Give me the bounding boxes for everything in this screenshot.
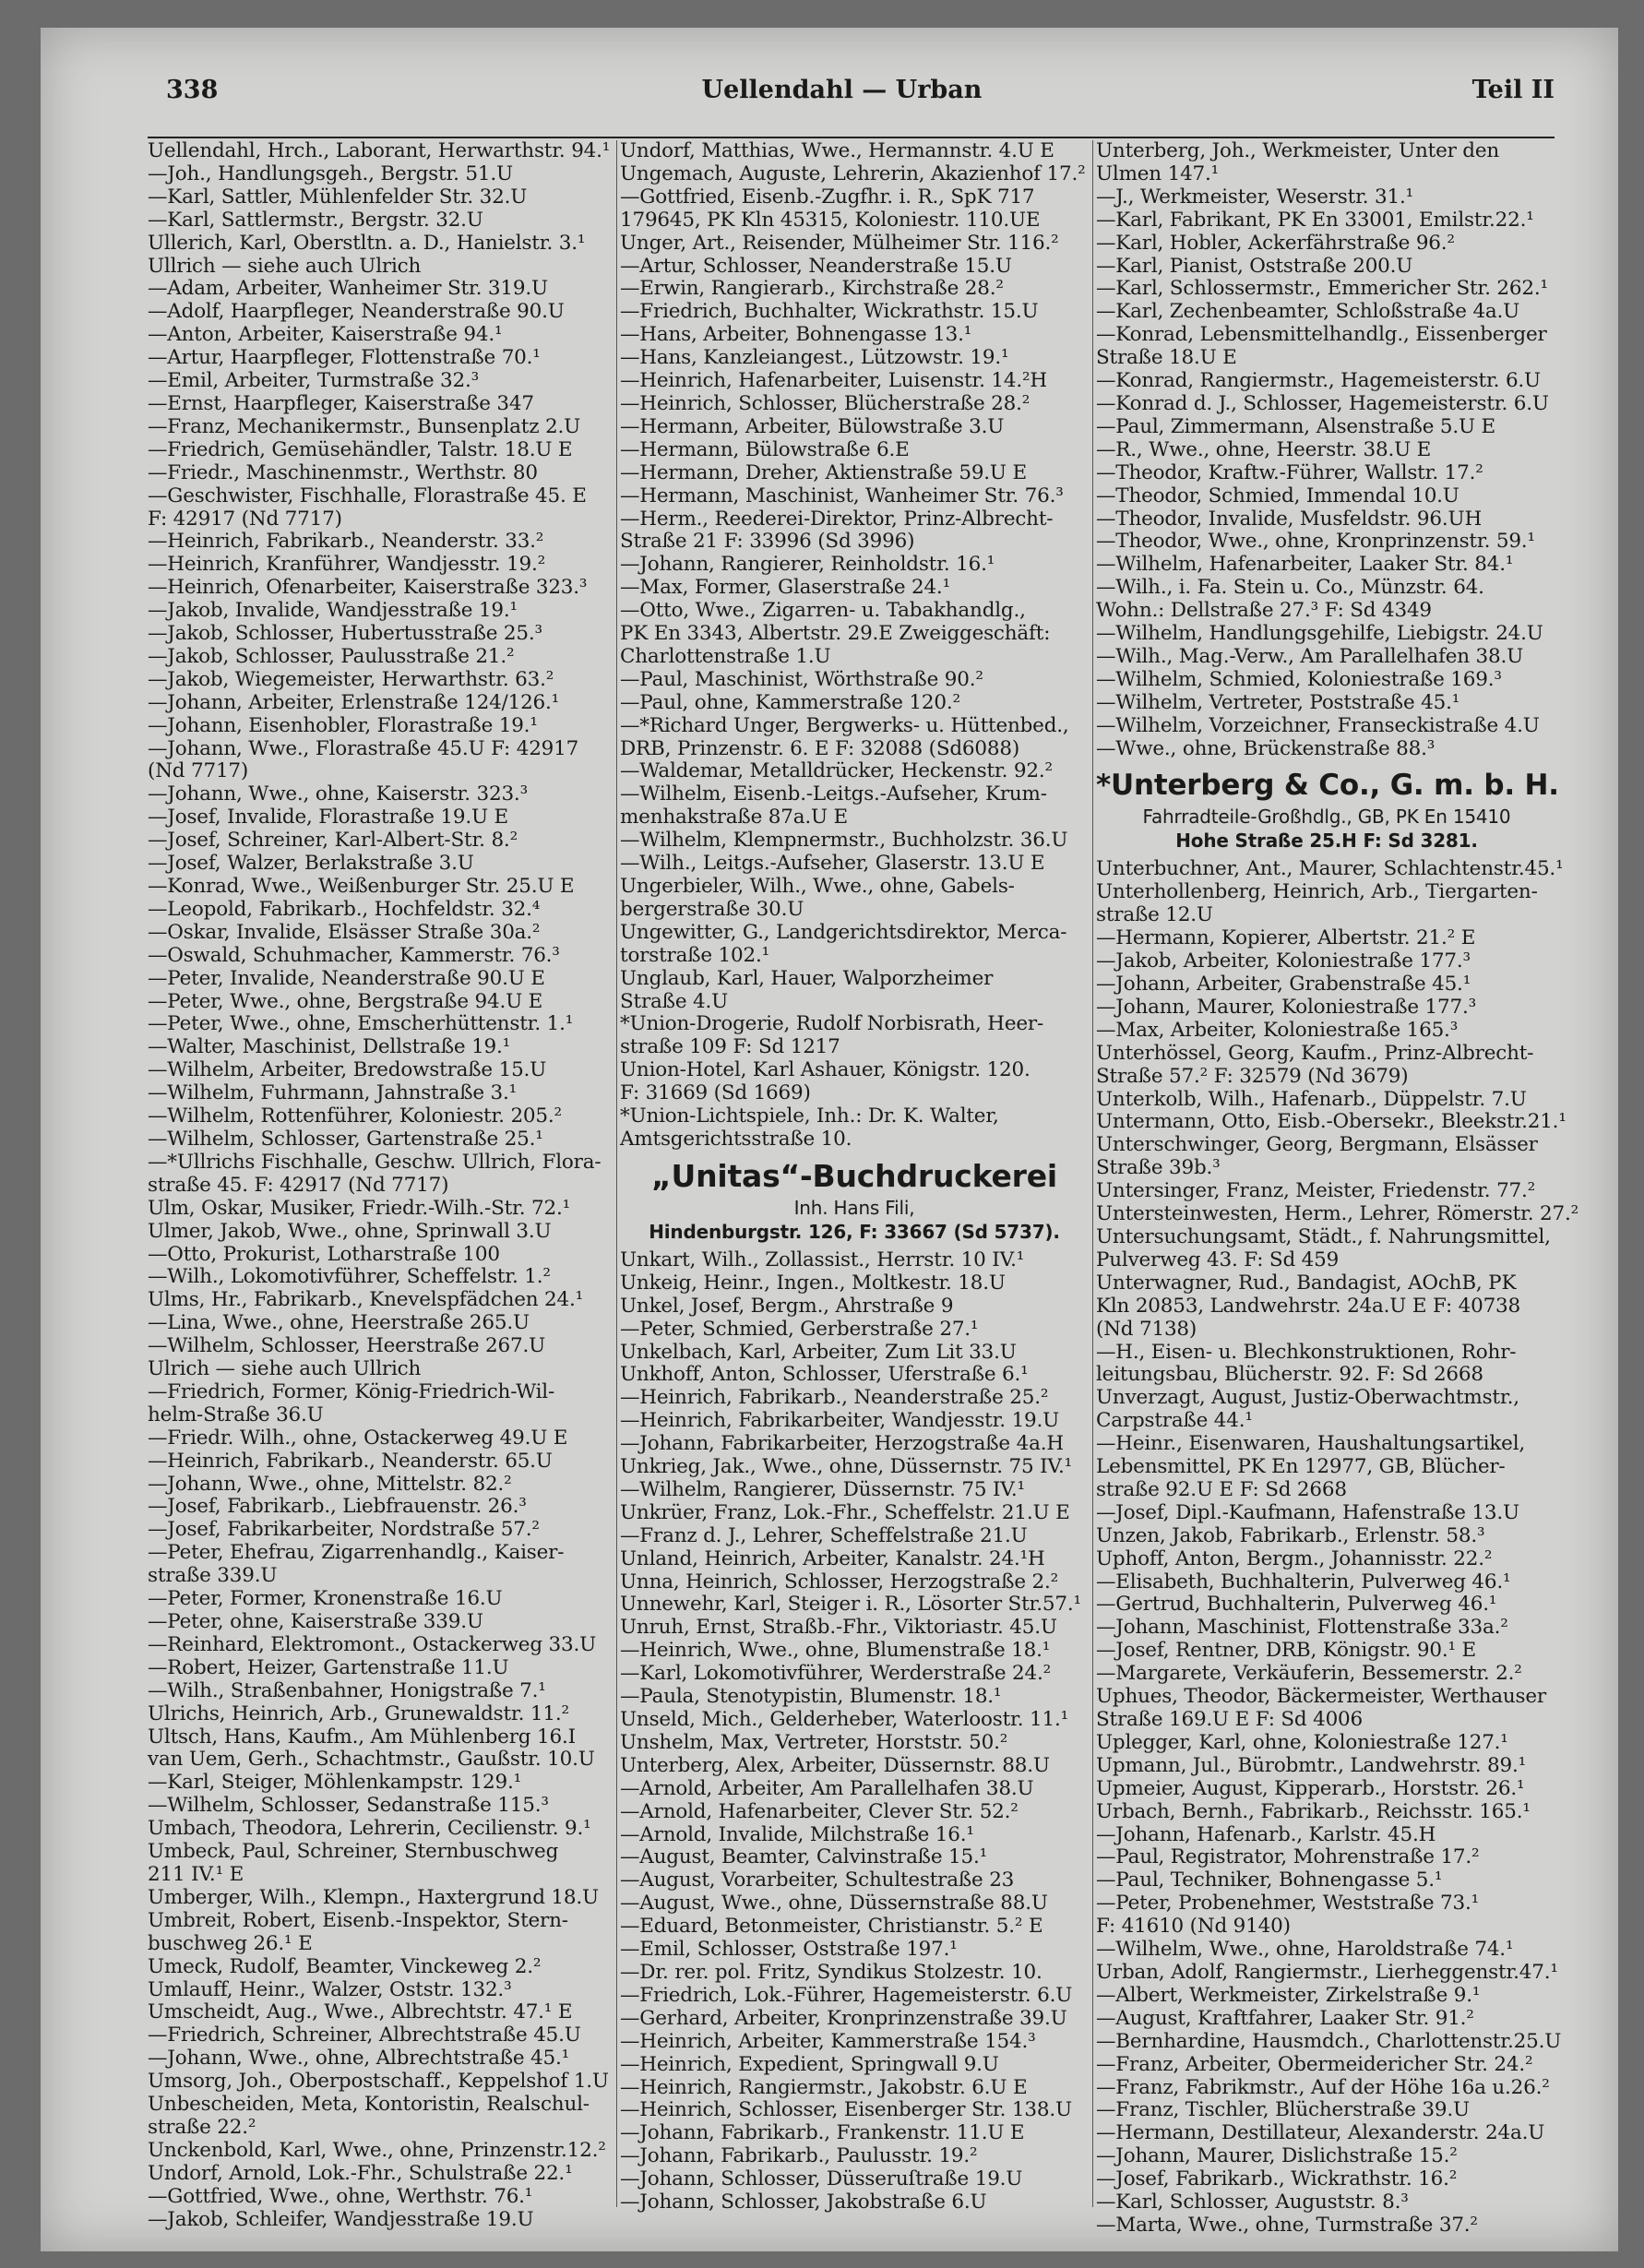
directory-entry: —Peter, ohne, Kaiserstraße 339.U — [148, 1610, 483, 1633]
directory-entry: leitungsbau, Blücherstr. 92. F: Sd 2668 — [1096, 1363, 1483, 1387]
directory-entry: Wohn.: Dellstraße 27.³ F: Sd 4349 — [1096, 599, 1432, 623]
directory-entry: *Union-Lichtspiele, Inh.: Dr. K. Walter, — [620, 1104, 999, 1128]
entry-range: Uellendahl — Urban — [701, 76, 983, 104]
directory-entry: Straße 169.U E F: Sd 4006 — [1096, 1708, 1364, 1731]
directory-entry: —Theodor, Schmied, Immendal 10.U — [1096, 483, 1459, 507]
column-2-bottom — [620, 1249, 1089, 2214]
directory-entry: —Oswald, Schuhmacher, Kammerstr. 76.³ — [148, 943, 560, 967]
directory-entry: —Hermann, Maschinist, Wanheimer Str. 76.³ — [620, 483, 1064, 507]
directory-entry: Untersteinwesten, Herm., Lehrer, Römerstr. 27.² — [1096, 1202, 1579, 1226]
directory-entry: —Peter, Probenehmer, Weststraße 73.¹ — [1096, 1892, 1480, 1916]
header-rule — [148, 137, 1555, 138]
directory-entry: —Hermann, Destillateur, Alexanderstr. 24a.U — [1096, 2121, 1545, 2145]
directory-entry: —August, Beamter, Calvinstraße 15.¹ — [620, 1845, 988, 1869]
directory-entry: —Wilhelm, Eisenb.-Leitgs.-Aufseher, Krum- — [620, 782, 1047, 806]
directory-entry: —Artur, Haarpfleger, Flottenstraße 70.¹ — [148, 346, 541, 370]
directory-entry: —Friedrich, Buchhalter, Wickrathstr. 15.U — [620, 300, 1039, 324]
directory-entry: Kln 20853, Landwehrstr. 24a.U E F: 40738 — [1096, 1294, 1521, 1318]
directory-entry: —Heinrich, Kranführer, Wandjesstr. 19.² — [148, 553, 545, 577]
page-header — [129, 76, 1555, 113]
directory-entry: Ulm, Oskar, Musiker, Friedr.-Wilh.-Str. 72.¹ — [148, 1196, 571, 1220]
directory-entry: Uphues, Theodor, Bäckermeister, Werthauser — [1096, 1685, 1546, 1709]
directory-entry: Unkrieg, Jak., Wwe., ohne, Düssernstr. 75 IV.¹ — [620, 1455, 1072, 1479]
directory-entry: —Heinrich, Schlosser, Eisenberger Str. 138.U — [620, 2098, 1072, 2122]
directory-entry: —Max, Former, Glaserstraße 24.¹ — [620, 576, 950, 600]
directory-entry: —*Richard Unger, Bergwerks- u. Hüttenbed., — [620, 713, 1069, 737]
directory-entry: Pulverweg 43. F: Sd 459 — [1096, 1247, 1340, 1271]
directory-entry: Ultsch, Hans, Kaufm., Am Mühlenberg 16.I — [148, 1725, 576, 1749]
directory-entry: —Karl, Schlosser, Auguststr. 8.³ — [1096, 2190, 1409, 2214]
directory-entry: —Marta, Wwe., ohne, Turmstraße 37.² — [1096, 2213, 1478, 2237]
directory-entry: —Johann, Arbeiter, Grabenstraße 45.¹ — [1096, 973, 1471, 996]
directory-entry: straße 45. F: 42917 (Nd 7717) — [148, 1173, 449, 1197]
directory-entry: —Wilhelm, Rottenführer, Koloniestr. 205.² — [148, 1104, 562, 1128]
directory-entry: —Johann, Wwe., Florastraße 45.U F: 42917 — [148, 736, 579, 760]
directory-entry: —Wilh., Straßenbahner, Honigstraße 7.¹ — [148, 1678, 546, 1702]
directory-entry: —Franz, Mechanikermstr., Bunsenplatz 2.U — [148, 414, 581, 438]
column-3-top — [1096, 140, 1557, 760]
directory-entry: Straße 21 F: 33996 (Sd 3996) — [620, 530, 915, 554]
column-divider — [616, 140, 617, 2207]
directory-entry: —Heinrich, Fabrikarb., Neanderstr. 33.² — [148, 530, 544, 554]
directory-entry: Unnewehr, Karl, Steiger i. R., Lösorter Str.57.¹ — [620, 1593, 1081, 1617]
directory-entry: —August, Kraftfahrer, Laaker Str. 91.² — [1096, 2006, 1474, 2030]
directory-entry: Umscheidt, Aug., Wwe., Albrechtstr. 47.¹ E — [148, 2000, 573, 2024]
directory-entry: —Josef, Dipl.-Kaufmann, Hafenstraße 13.U — [1096, 1500, 1519, 1524]
directory-entry: —Peter, Ehefrau, Zigarrenhandlg., Kaiser- — [148, 1541, 565, 1565]
directory-entry: —Peter, Schmied, Gerberstraße 27.¹ — [620, 1317, 979, 1341]
directory-entry: —Heinrich, Schlosser, Blücherstraße 28.² — [620, 391, 1030, 415]
directory-entry: Straße 18.U E — [1096, 346, 1237, 370]
directory-entry: —Gottfried, Wwe., ohne, Werthstr. 76.¹ — [148, 2184, 533, 2208]
directory-entry: —Wilh., Mag.-Verw., Am Parallelhafen 38.U — [1096, 644, 1524, 668]
unterberg-advertisement — [1096, 766, 1557, 853]
directory-entry: Unterhollenberg, Heinrich, Arb., Tiergarten- — [1096, 880, 1538, 904]
column-1 — [148, 139, 614, 2231]
ad-title: *Unterberg & Co., G. m. b. H. — [1096, 769, 1559, 803]
directory-entry: —Jakob, Schlosser, Hubertusstraße 25.³ — [148, 622, 542, 646]
directory-entry: Unzen, Jakob, Fabrikarb., Erlenstr. 58.³ — [1096, 1523, 1485, 1547]
directory-entry: —Heinrich, Fabrikarb., Neanderstraße 25.² — [620, 1386, 1049, 1410]
directory-entry: Unshelm, Max, Vertreter, Horststr. 50.² — [620, 1730, 1008, 1754]
directory-entry: Ulrichs, Heinrich, Arb., Grunewaldstr. 11.² — [148, 1701, 569, 1725]
directory-entry: Upmann, Jul., Bürobmtr., Landwehrstr. 89.¹ — [1096, 1753, 1526, 1777]
directory-entry: F: 31669 (Sd 1669) — [620, 1081, 811, 1105]
directory-entry: —Leopold, Fabrikarb., Hochfeldstr. 32.⁴ — [148, 897, 541, 921]
directory-entry: —Johann, Maurer, Koloniestraße 177.³ — [1096, 995, 1477, 1019]
directory-entry: —Joh., Handlungsgeh., Bergstr. 51.U — [148, 161, 513, 185]
ad-line: Hohe Straße 25.H F: Sd 3281. — [1175, 830, 1478, 853]
directory-entry: —Hermann, Dreher, Aktienstraße 59.U E — [620, 460, 1027, 484]
directory-entry: —Wilhelm, Schmied, Koloniestraße 169.³ — [1096, 667, 1502, 691]
directory-entry: —August, Vorarbeiter, Schultestraße 23 — [620, 1868, 1015, 1892]
directory-entry: straße 339.U — [148, 1564, 278, 1588]
directory-entry: —Geschwister, Fischhalle, Florastraße 45. E — [148, 483, 587, 507]
directory-entry: —Karl, Sattler, Mühlenfelder Str. 32.U — [148, 185, 528, 209]
column-2-top — [620, 140, 1089, 1152]
page-number: 338 — [166, 76, 219, 104]
directory-entry: Unland, Heinrich, Arbeiter, Kanalstr. 24.¹H — [620, 1546, 1045, 1570]
directory-entry: Unbescheiden, Meta, Kontoristin, Realschul- — [148, 2093, 590, 2117]
directory-entry: Unger, Art., Reisender, Mülheimer Str. 116.² — [620, 231, 1059, 255]
directory-entry: Ungerbieler, Wilh., Wwe., ohne, Gabels- — [620, 875, 1015, 898]
directory-entry: —Karl, Hobler, Ackerfährstraße 96.² — [1096, 231, 1455, 255]
directory-entry: Umeck, Rudolf, Beamter, Vinckeweg 2.² — [148, 1954, 542, 1978]
directory-entry: Unkelbach, Karl, Arbeiter, Zum Lit 33.U — [620, 1340, 1017, 1364]
directory-entry: —Paul, Zimmermann, Alsenstraße 5.U E — [1096, 414, 1496, 438]
directory-entry: —Arnold, Invalide, Milchstraße 16.¹ — [620, 1822, 974, 1846]
directory-entry: Umbach, Theodora, Lehrerin, Cecilienstr. 9.¹ — [148, 1817, 591, 1841]
directory-entry: —Heinrich, Ofenarbeiter, Kaiserstraße 323.³ — [148, 576, 588, 600]
directory-entry: Unkeig, Heinr., Ingen., Moltkestr. 18.U — [620, 1271, 1006, 1295]
directory-entry: —Heinr., Eisenwaren, Haushaltungsartikel, — [1096, 1432, 1526, 1456]
directory-entry: Unterberg, Joh., Werkmeister, Unter den — [1096, 139, 1500, 162]
directory-entry: torstraße 102.¹ — [620, 943, 770, 967]
column-3 — [1096, 139, 1579, 2237]
directory-entry: —Albert, Werkmeister, Zirkelstraße 9.¹ — [1096, 1983, 1481, 2007]
directory-entry: —Wwe., ohne, Brückenstraße 88.³ — [1096, 736, 1436, 760]
directory-entry: Unterberg, Alex, Arbeiter, Düssernstr. 88.U — [620, 1753, 1050, 1777]
directory-entry: —Konrad, Wwe., Weißenburger Str. 25.U E — [148, 875, 575, 898]
directory-entry: —Wilhelm, Schlosser, Sedanstraße 115.³ — [148, 1794, 549, 1818]
directory-entry: —Wilhelm, Hafenarbeiter, Laaker Str. 84.¹ — [1096, 553, 1514, 577]
directory-entry: —Hans, Kanzleiangest., Lützowstr. 19.¹ — [620, 346, 1009, 370]
part-label: Teil II — [1471, 76, 1555, 104]
directory-entry: —Jakob, Arbeiter, Koloniestraße 177.³ — [1096, 949, 1471, 973]
directory-entry: Umberger, Wilh., Klempn., Haxtergrund 18.U — [148, 1885, 599, 1909]
directory-entry: —Jakob, Invalide, Wandjesstraße 19.¹ — [148, 599, 518, 623]
directory-entry: Ullrich — siehe auch Ulrich — [148, 254, 422, 278]
directory-entry: buschweg 26.¹ E — [148, 1931, 313, 1955]
directory-entry: van Uem, Gerh., Schachtmstr., Gaußstr. 10.U — [148, 1748, 595, 1772]
directory-entry: —Paul, Registrator, Mohrenstraße 17.² — [1096, 1845, 1480, 1869]
directory-entry: —Josef, Rentner, DRB, Königstr. 90.¹ E — [1096, 1639, 1477, 1663]
column-2 — [620, 139, 1089, 2214]
directory-entry: —Johann, Wwe., ohne, Mittelstr. 82.² — [148, 1472, 512, 1496]
directory-entry: —Reinhard, Elektromont., Ostackerweg 33.U — [148, 1632, 597, 1656]
directory-entry: Umbeck, Paul, Schreiner, Sternbuschweg — [148, 1840, 559, 1864]
directory-entry: Unruh, Ernst, Straßb.-Fhr., Viktoriastr. 45.U — [620, 1616, 1057, 1640]
directory-entry: —Wilhelm, Wwe., ohne, Haroldstraße 74.¹ — [1096, 1938, 1514, 1962]
directory-entry: Unseld, Mich., Gelderheber, Waterloostr. 11.¹ — [620, 1708, 1069, 1731]
directory-entry: —Oskar, Invalide, Elsässer Straße 30a.² — [148, 920, 541, 944]
directory-entry: Urbach, Bernh., Fabrikarb., Reichsstr. 165.¹ — [1096, 1799, 1531, 1823]
directory-entry: —Bernhardine, Hausmdch., Charlottenstr.25.U — [1096, 2029, 1562, 2053]
directory-entry: —H., Eisen- u. Blechkonstruktionen, Rohr- — [1096, 1340, 1517, 1364]
directory-entry: Straße 39b.³ — [1096, 1156, 1221, 1180]
directory-entry: —Adam, Arbeiter, Wanheimer Str. 319.U — [148, 277, 548, 301]
directory-entry: —Wilhelm, Fuhrmann, Jahnstraße 3.¹ — [148, 1081, 518, 1105]
directory-entry: Ulmer, Jakob, Wwe., ohne, Sprinwall 3.U — [148, 1219, 552, 1243]
directory-entry: 179645, PK Kln 45315, Koloniestr. 110.UE — [620, 208, 1041, 232]
directory-entry: Ungemach, Auguste, Lehrerin, Akazienhof 17.² — [620, 161, 1086, 185]
directory-entry: —J., Werkmeister, Weserstr. 31.¹ — [1096, 185, 1414, 209]
directory-entry: straße 22.² — [148, 2115, 256, 2139]
directory-entry: —Otto, Wwe., Zigarren- u. Tabakhandlg., — [620, 599, 1026, 623]
ad-owner: Inh. Hans Fili, — [793, 1196, 915, 1219]
directory-entry: —Peter, Wwe., ohne, Bergstraße 94.U E — [148, 989, 543, 1013]
directory-entry: Undorf, Matthias, Wwe., Hermannstr. 4.U E — [620, 139, 1054, 162]
directory-entry: —Wilhelm, Schlosser, Heerstraße 267.U — [148, 1334, 546, 1358]
directory-entry: Amtsgerichtsstraße 10. — [620, 1127, 852, 1151]
directory-entry: bergerstraße 30.U — [620, 897, 804, 921]
directory-entry: —Johann, Fabrikarb., Paulusstr. 19.² — [620, 2144, 978, 2168]
directory-entry: —Wilhelm, Vorzeichner, Franseckistraße 4.U — [1096, 713, 1540, 737]
directory-entry: —Jakob, Wiegemeister, Herwarthstr. 63.² — [148, 667, 554, 691]
directory-entry: —Wilhelm, Schlosser, Gartenstraße 25.¹ — [148, 1127, 543, 1151]
directory-entry: PK En 3343, Albertstr. 29.E Zweiggeschäft: — [620, 622, 1051, 646]
directory-entry: —August, Wwe., ohne, Düssernstraße 88.U — [620, 1892, 1048, 1916]
directory-entry: Uplegger, Karl, ohne, Koloniestraße 127.¹ — [1096, 1730, 1508, 1754]
directory-entry: F: 41610 (Nd 9140) — [1096, 1915, 1291, 1939]
directory-entry: Unverzagt, August, Justiz-Oberwachtmstr., — [1096, 1386, 1519, 1410]
directory-entry: straße 12.U — [1096, 903, 1213, 927]
directory-entry: straße 92.U E F: Sd 2668 — [1096, 1477, 1347, 1501]
directory-entry: —Heinrich, Expedient, Springwall 9.U — [620, 2052, 999, 2076]
directory-entry: —Josef, Schreiner, Karl-Albert-Str. 8.² — [148, 829, 518, 853]
column-divider — [1092, 140, 1093, 2207]
directory-entry: DRB, Prinzenstr. 6. E F: 32088 (Sd6088) — [620, 736, 1020, 760]
directory-entry: —Wilh., Lokomotivführer, Scheffelstr. 1.² — [148, 1265, 551, 1289]
directory-entry: —Franz, Tischler, Blücherstraße 39.U — [1096, 2098, 1470, 2122]
directory-entry: —Heinrich, Fabrikarb., Neanderstr. 65.U — [148, 1449, 553, 1473]
directory-entry: —Theodor, Wwe., ohne, Kronprinzenstr. 59.¹ — [1096, 530, 1535, 554]
directory-entry: —Margarete, Verkäuferin, Bessemerstr. 2.² — [1096, 1662, 1522, 1686]
directory-entry: —Emil, Arbeiter, Turmstraße 32.³ — [148, 369, 480, 393]
directory-entry: straße 109 F: Sd 1217 — [620, 1035, 840, 1059]
directory-entry: —Josef, Fabrikarb., Wickrathstr. 16.² — [1096, 2167, 1458, 2191]
directory-entry: —Theodor, Invalide, Musfeldstr. 96.UH — [1096, 507, 1482, 531]
directory-entry: —Peter, Wwe., ohne, Emscherhüttenstr. 1.¹ — [148, 1012, 574, 1036]
directory-entry: —Dr. rer. pol. Fritz, Syndikus Stolzestr. 10. — [620, 1960, 1042, 1984]
directory-entry: —Paul, Maschinist, Wörthstraße 90.² — [620, 667, 983, 691]
directory-entry: —Max, Arbeiter, Koloniestraße 165.³ — [1096, 1018, 1459, 1042]
directory-entry: —Waldemar, Metalldrücker, Heckenstr. 92.² — [620, 759, 1053, 783]
directory-entry: Undorf, Arnold, Lok.-Fhr., Schulstraße 22.¹ — [148, 2161, 573, 2185]
unitas-advertisement — [620, 1157, 1089, 1244]
directory-entry: —Eduard, Betonmeister, Christianstr. 5.² E — [620, 1915, 1043, 1939]
directory-entry: —Wilhelm, Arbeiter, Bredowstraße 15.U — [148, 1058, 547, 1082]
directory-entry: Unkrüer, Franz, Lok.-Fhr., Scheffelstr. 21.U E — [620, 1500, 1070, 1524]
directory-entry: —Franz, Arbeiter, Obermeidericher Str. 24.² — [1096, 2052, 1533, 2076]
directory-entry: —Johann, Schlosser, Jakobstraße 6.U — [620, 2190, 987, 2214]
ad-title: „Unitas“-Buchdruckerei — [650, 1157, 1058, 1194]
directory-entry: Untermann, Otto, Eisb.-Obersekr., Bleekstr.21.¹ — [1096, 1110, 1567, 1134]
directory-entry: —Paul, ohne, Kammerstraße 120.² — [620, 690, 960, 714]
directory-entry: —Ernst, Haarpfleger, Kaiserstraße 347 — [148, 391, 534, 415]
directory-entry: —Johann, Hafenarb., Karlstr. 45.H — [1096, 1822, 1436, 1846]
directory-entry: —Franz d. J., Lehrer, Scheffelstraße 21.U — [620, 1523, 1028, 1547]
directory-entry: —Paul, Techniker, Bohnengasse 5.¹ — [1096, 1868, 1443, 1892]
directory-entry: —Konrad d. J., Schlosser, Hagemeisterstr. 6.U — [1096, 391, 1549, 415]
directory-entry: —Josef, Walzer, Berlakstraße 3.U — [148, 852, 474, 876]
directory-entry: —Karl, Schlossermstr., Emmericher Str. 262.¹ — [1096, 277, 1548, 301]
directory-entry: Unterwagner, Rud., Bandagist, AOchB, PK — [1096, 1271, 1517, 1295]
directory-entry: Unkhoff, Anton, Schlosser, Uferstraße 6.¹ — [620, 1363, 1029, 1387]
directory-entry: Unkel, Josef, Bergm., Ahrstraße 9 — [620, 1294, 954, 1318]
directory-entry: —Friedrich, Gemüsehändler, Talstr. 18.U E — [148, 437, 573, 461]
directory-entry: —Heinrich, Hafenarbeiter, Luisenstr. 14.²H — [620, 369, 1047, 393]
directory-entry: —Heinrich, Fabrikarbeiter, Wandjesstr. 19.U — [620, 1409, 1060, 1433]
directory-entry: Unterschwinger, Georg, Bergmann, Elsässer — [1096, 1133, 1538, 1157]
directory-entry: —Karl, Sattlermstr., Bergstr. 32.U — [148, 208, 483, 232]
directory-entry: *Union-Drogerie, Rudolf Norbisrath, Heer- — [620, 1012, 1044, 1036]
directory-entry: Uellendahl, Hrch., Laborant, Herwarthstr. 94.¹ — [148, 139, 611, 162]
directory-entry: Charlottenstraße 1.U — [620, 644, 831, 668]
directory-entry: Unckenbold, Karl, Wwe., ohne, Prinzenstr.12.² — [148, 2138, 606, 2162]
directory-entry: —Gottfried, Eisenb.-Zugfhr. i. R., SpK 717 — [620, 185, 1035, 209]
directory-entry: —Johann, Schlosser, Düsseruſtraße 19.U — [620, 2167, 1023, 2191]
directory-entry: (Nd 7138) — [1096, 1317, 1197, 1341]
directory-entry: Carpstraße 44.¹ — [1096, 1409, 1253, 1433]
directory-entry: —Johann, Maschinist, Flottenstraße 33a.² — [1096, 1616, 1508, 1640]
directory-entry: —*Ullrichs Fischhalle, Geschw. Ullrich, Flora- — [148, 1150, 602, 1174]
ad-line: Fahrradteile-Großhdlg., GB, PK En 15410 — [1142, 806, 1511, 829]
directory-entry: —Konrad, Lebensmittelhandlg., Eissenberger — [1096, 323, 1547, 347]
directory-entry: —Peter, Former, Kronenstraße 16.U — [148, 1587, 503, 1611]
directory-entry: Unterhössel, Georg, Kaufm., Prinz-Albrecht- — [1096, 1041, 1534, 1065]
directory-entry: helm-Straße 36.U — [148, 1403, 324, 1426]
directory-entry: —Heinrich, Wwe., ohne, Blumenstraße 18.¹ — [620, 1639, 1051, 1663]
directory-entry: —R., Wwe., ohne, Heerstr. 38.U E — [1096, 437, 1432, 461]
directory-entry: Urban, Adolf, Rangiermstr., Lierheggenstr.47.¹ — [1096, 1960, 1558, 1984]
directory-entry: —Anton, Arbeiter, Kaiserstraße 94.¹ — [148, 323, 503, 347]
directory-entry: Upmeier, August, Kipperarb., Horststr. 26.¹ — [1096, 1776, 1525, 1800]
directory-entry: —Adolf, Haarpfleger, Neanderstraße 90.U — [148, 300, 565, 324]
directory-entry: Uphoff, Anton, Bergm., Johannisstr. 22.² — [1096, 1546, 1493, 1570]
directory-entry: —Karl, Fabrikant, PK En 33001, Emilstr.22.¹ — [1096, 208, 1534, 232]
directory-entry: —Johann, Wwe., ohne, Albrechtstraße 45.¹ — [148, 2047, 570, 2071]
directory-entry: 211 IV.¹ E — [148, 1862, 244, 1886]
directory-entry: —Hermann, Kopierer, Albertstr. 21.² E — [1096, 926, 1476, 950]
directory-entry: —Josef, Fabrikarbeiter, Nordstraße 57.² — [148, 1518, 540, 1542]
directory-entry: —Friedrich, Former, König-Friedrich-Wil- — [148, 1379, 555, 1403]
directory-entry: —Walter, Maschinist, Dellstraße 19.¹ — [148, 1035, 511, 1059]
directory-entry: —Karl, Zechenbeamter, Schloßstraße 4a.U — [1096, 300, 1520, 324]
directory-entry: Unterbuchner, Ant., Maurer, Schlachtenstr.45.¹ — [1096, 857, 1564, 881]
directory-entry: —Franz, Fabrikmstr., Auf der Höhe 16a u.26.² — [1096, 2075, 1550, 2099]
directory-entry: Untersinger, Franz, Meister, Friedenstr. 77.² — [1096, 1179, 1536, 1203]
directory-entry: Umlauff, Heinr., Walzer, Oststr. 132.³ — [148, 1977, 512, 2001]
directory-entry: —Gertrud, Buchhalterin, Pulverweg 46.¹ — [1096, 1593, 1497, 1617]
directory-entry: Ungewitter, G., Landgerichtsdirektor, Merca- — [620, 920, 1067, 944]
directory-entry: —Herm., Reederei-Direktor, Prinz-Albrecht- — [620, 507, 1054, 531]
directory-entry: —Johann, Fabrikarb., Frankenstr. 11.U E — [620, 2121, 1025, 2145]
directory-entry: Untersuchungsamt, Städt., f. Nahrungsmittel, — [1096, 1224, 1551, 1248]
directory-entry: —Paula, Stenotypistin, Blumenstr. 18.¹ — [620, 1685, 1002, 1709]
directory-entry: —Emil, Schlosser, Oststraße 197.¹ — [620, 1938, 958, 1962]
directory-entry: —Josef, Invalide, Florastraße 19.U E — [148, 806, 509, 830]
directory-entry: —Wilhelm, Handlungsgehilfe, Liebigstr. 24.U — [1096, 622, 1543, 646]
directory-entry: Straße 57.² F: 32579 (Nd 3679) — [1096, 1064, 1409, 1088]
directory-entry: F: 42917 (Nd 7717) — [148, 507, 342, 531]
directory-entry: —Theodor, Kraftw.-Führer, Wallstr. 17.² — [1096, 460, 1483, 484]
directory-entry: —Artur, Schlosser, Neanderstraße 15.U — [620, 254, 1012, 278]
directory-entry: Ullerich, Karl, Oberstltn. a. D., Hanielstr. 3.¹ — [148, 231, 586, 255]
directory-entry: —Johann, Fabrikarbeiter, Herzogstraße 4a.H — [620, 1432, 1064, 1456]
directory-entry: —Karl, Lokomotivführer, Werderstraße 24.² — [620, 1662, 1052, 1686]
directory-entry: —Karl, Steiger, Möhlenkampstr. 129.¹ — [148, 1771, 522, 1795]
directory-entry: —Karl, Pianist, Oststraße 200.U — [1096, 254, 1413, 278]
directory-entry: —Friedr., Maschinenmstr., Werthstr. 80 — [148, 460, 538, 484]
directory-entry: Umbreit, Robert, Eisenb.-Inspektor, Stern- — [148, 1908, 568, 1932]
directory-entry: Unna, Heinrich, Schlosser, Herzogstraße 2.² — [620, 1570, 1059, 1594]
directory-entry: menhakstraße 87a.U E — [620, 806, 848, 830]
directory-entry: —Heinrich, Rangiermstr., Jakobstr. 6.U E — [620, 2075, 1028, 2099]
directory-entry: —Erwin, Rangierarb., Kirchstraße 28.² — [620, 277, 1004, 301]
directory-entry: —Johann, Maurer, Dislichstraße 15.² — [1096, 2144, 1458, 2168]
directory-entry: —Jakob, Schleifer, Wandjesstraße 19.U — [148, 2207, 534, 2231]
directory-entry: —Johann, Arbeiter, Erlenstraße 124/126.¹ — [148, 690, 560, 714]
directory-entry: Unkart, Wilh., Zollassist., Herrstr. 10 IV.¹ — [620, 1247, 1025, 1271]
directory-entry: Lebensmittel, PK En 12977, GB, Blücher- — [1096, 1455, 1506, 1479]
column-3-bottom — [1096, 857, 1579, 2237]
directory-entry: —Arnold, Arbeiter, Am Parallelhafen 38.U — [620, 1776, 1034, 1800]
directory-entry: Ulmen 147.¹ — [1096, 161, 1220, 185]
directory-entry: —Otto, Prokurist, Lotharstraße 100 — [148, 1242, 500, 1266]
directory-entry: —Wilh., i. Fa. Stein u. Co., Münzstr. 64. — [1096, 576, 1484, 600]
directory-entry: —Johann, Wwe., ohne, Kaiserstr. 323.³ — [148, 782, 528, 806]
directory-entry: —Heinrich, Arbeiter, Kammerstraße 154.³ — [620, 2029, 1036, 2053]
directory-entry: —Hans, Arbeiter, Bohnengasse 13.¹ — [620, 323, 972, 347]
directory-entry: —Wilh., Leitgs.-Aufseher, Glaserstr. 13.U E — [620, 852, 1045, 876]
directory-entry: —Arnold, Hafenarbeiter, Clever Str. 52.² — [620, 1799, 1019, 1823]
directory-entry: —Friedr. Wilh., ohne, Ostackerweg 49.U E — [148, 1426, 568, 1450]
directory-entry: Union-Hotel, Karl Ashauer, Königstr. 120. — [620, 1058, 1030, 1082]
directory-entry: Umsorg, Joh., Oberpostschaff., Keppelshof 1.U — [148, 2070, 609, 2094]
directory-entry: Straße 4.U — [620, 989, 729, 1013]
directory-entry: —Friedrich, Schreiner, Albrechtstraße 45.U — [148, 2023, 581, 2047]
ad-address: Hindenburgstr. 126, F: 33667 (Sd 5737). — [649, 1220, 1060, 1243]
directory-entry: —Johann, Rangierer, Reinholdstr. 16.¹ — [620, 553, 995, 577]
directory-entry: —Peter, Invalide, Neanderstraße 90.U E — [148, 966, 545, 990]
directory-entry: —Konrad, Rangiermstr., Hagemeisterstr. 6.U — [1096, 369, 1541, 393]
directory-entry: —Jakob, Schlosser, Paulusstraße 21.² — [148, 644, 515, 668]
directory-entry: —Wilhelm, Rangierer, Düssernstr. 75 IV.¹ — [620, 1477, 1025, 1501]
directory-entry: —Wilhelm, Klempnermstr., Buchholzstr. 36.U — [620, 829, 1068, 853]
directory-entry: —Robert, Heizer, Gartenstraße 11.U — [148, 1655, 509, 1679]
directory-entry: —Josef, Fabrikarb., Liebfrauenstr. 26.³ — [148, 1495, 527, 1519]
directory-entry: —Hermann, Arbeiter, Bülowstraße 3.U — [620, 414, 1005, 438]
directory-entry: —Elisabeth, Buchhalterin, Pulverweg 46.¹ — [1096, 1570, 1511, 1594]
directory-entry: —Lina, Wwe., ohne, Heerstraße 265.U — [148, 1311, 530, 1335]
directory-entry: —Hermann, Bülowstraße 6.E — [620, 437, 910, 461]
directory-entry: (Nd 7717) — [148, 759, 249, 783]
directory-entry: Unterkolb, Wilh., Hafenarb., Düppelstr. 7.U — [1096, 1087, 1527, 1111]
directory-entry: Ulrich — siehe auch Ullrich — [148, 1357, 422, 1381]
directory-entry: —Friedrich, Lok.-Führer, Hagemeisterstr. 6.U — [620, 1983, 1073, 2007]
directory-entry: Unglaub, Karl, Hauer, Walporzheimer — [620, 966, 994, 990]
directory-entry: —Gerhard, Arbeiter, Kronprinzenstraße 39.U — [620, 2006, 1067, 2030]
directory-entry: —Wilhelm, Vertreter, Poststraße 45.¹ — [1096, 690, 1460, 714]
directory-entry: —Johann, Eisenhobler, Florastraße 19.¹ — [148, 713, 538, 737]
directory-entry: Ulms, Hr., Fabrikarb., Knevelspfädchen 24.¹ — [148, 1288, 584, 1312]
